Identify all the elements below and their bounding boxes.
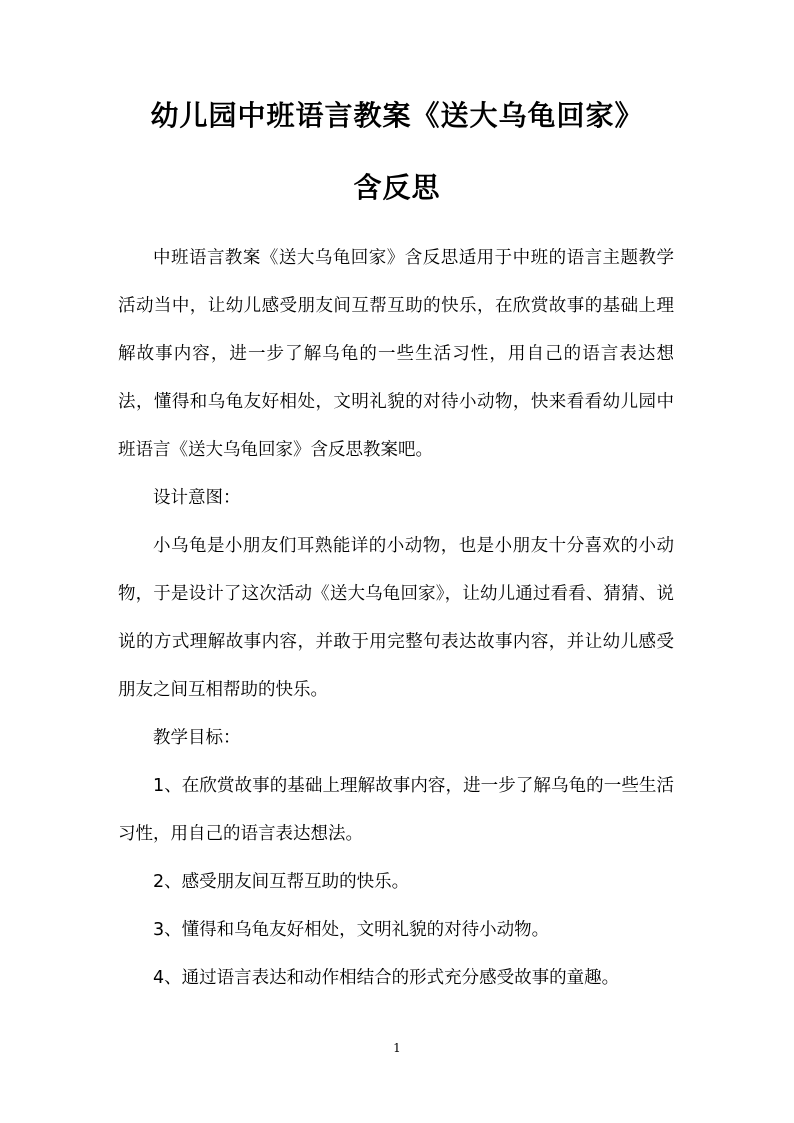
document-title-line-2: 含反思 xyxy=(353,171,441,204)
intro-paragraph: 中班语言教案《送大乌龟回家》含反思适用于中班的语言主题教学活动当中，让幼儿感受朋友间互帮互助的快乐，在欣赏故事的基础上理解故事内容，进一步了解乌龟的一些生活习性，用自己的语言表达想法，懂得和乌龟友好相处，文明礼貌的对待小动物，快来看看幼儿园中班语言《送大乌龟回家》含反思教案吧。 xyxy=(118,248,674,460)
design-intent-paragraph: 小乌龟是小朋友们耳熟能详的小动物，也是小朋友十分喜欢的小动物，于是设计了这次活动《送大乌龟回家》，让幼儿通过看看、猜猜、说说的方式理解故事内容，并敢于用完整句表达故事内容，并让幼儿感受朋友之间互相帮助的快乐。 xyxy=(118,536,674,700)
teaching-goal-item-3: 3、懂得和乌龟友好相处，文明礼貌的对待小动物。 xyxy=(153,920,550,940)
page-number: 1 xyxy=(393,1041,401,1055)
document-title-line-1: 幼儿园中班语言教案《送大乌龟回家》 xyxy=(150,99,644,132)
teaching-goal-item-1: 1、在欣赏故事的基础上理解故事内容，进一步了解乌龟的一些生活习性，用自己的语言表达想法。 xyxy=(118,776,674,844)
section-heading-teaching-goals: 教学目标： xyxy=(153,728,241,748)
teaching-goal-item-2: 2、感受朋友间互帮互助的快乐。 xyxy=(153,872,410,892)
teaching-goal-item-4: 4、通过语言表达和动作相结合的形式充分感受故事的童趣。 xyxy=(153,968,620,988)
section-heading-design-intent: 设计意图： xyxy=(153,488,241,508)
document-body xyxy=(118,234,674,1002)
